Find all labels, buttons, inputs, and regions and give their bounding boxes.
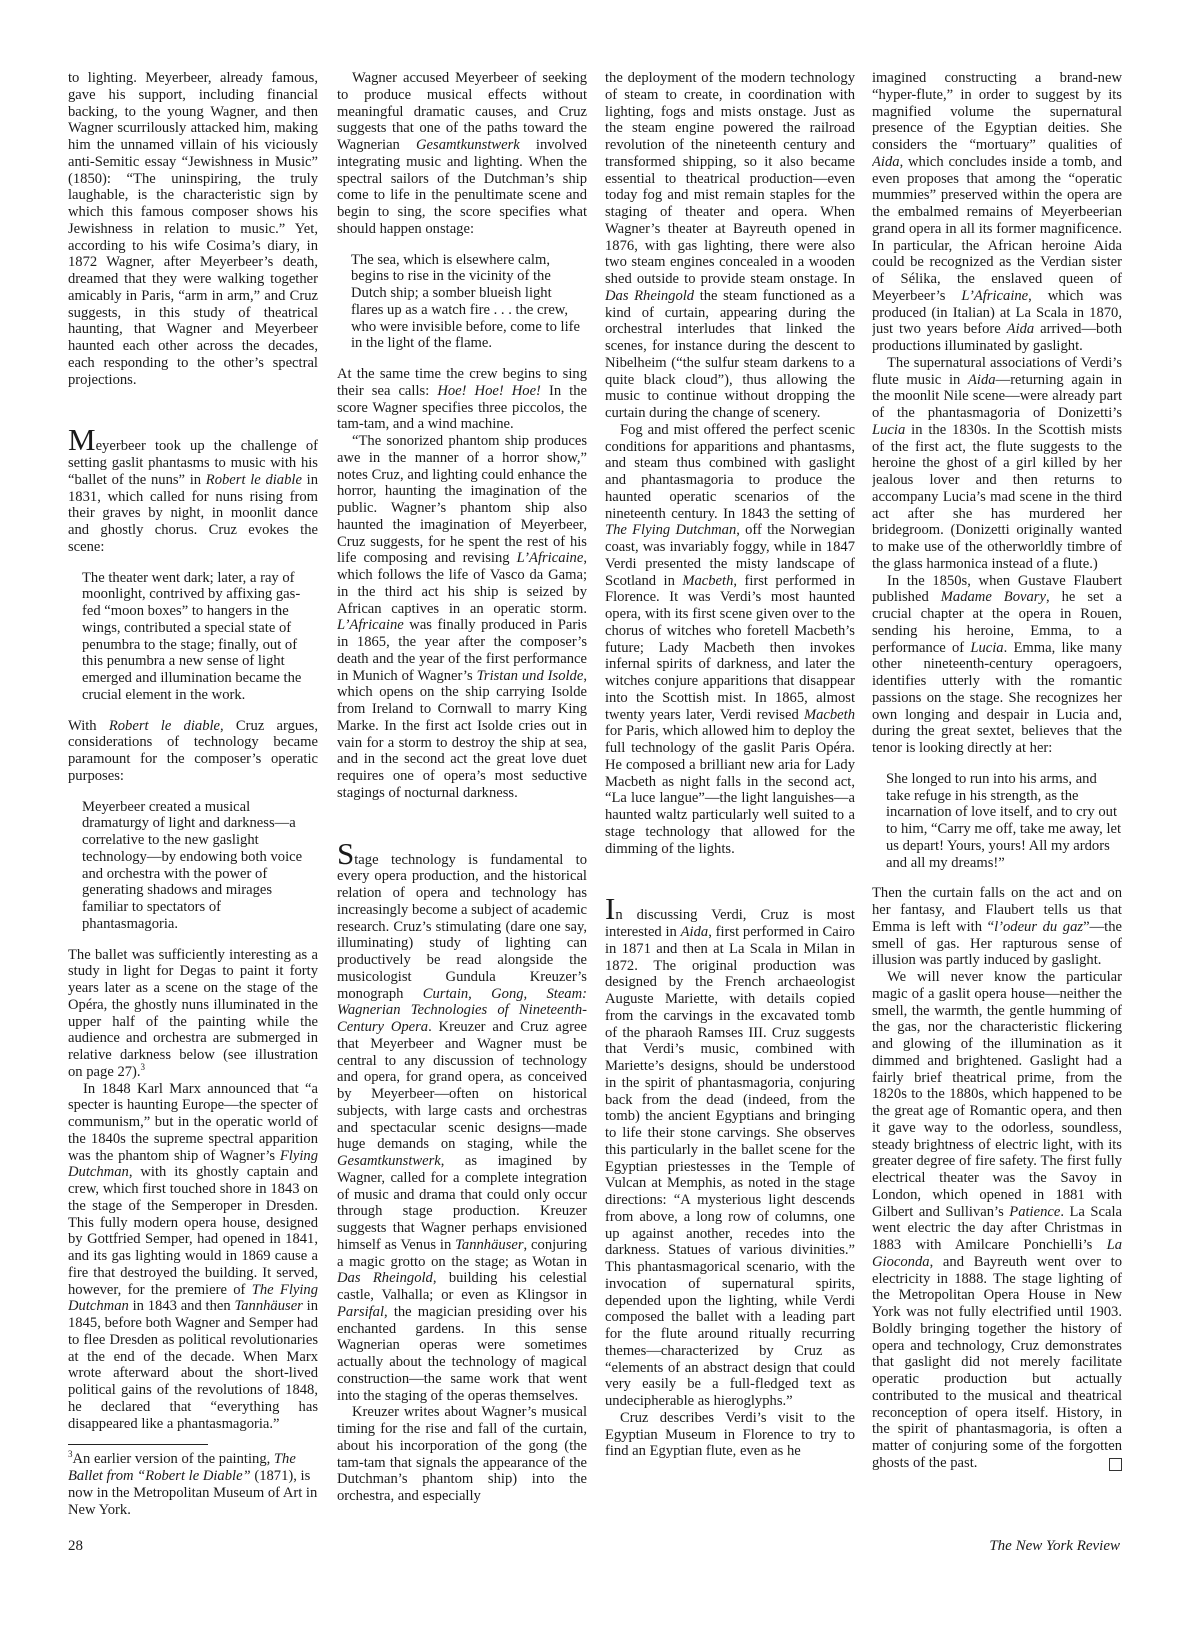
- paragraph: At the same time the crew begins to sing their sea calls: Hoe! Hoe! Hoe! In the score Wagner specifies three piccolos, the tam-tam, and a wind machine.: [337, 366, 587, 433]
- page-number: 28: [68, 1538, 83, 1554]
- footnote-divider: [68, 1444, 208, 1445]
- paragraph: The ballet was sufficiently interesting as a study in light for Degas to paint it forty years later as a scene on the stage of the Opéra, the ghostly nuns illuminated in the upper half of the painting while the audience and orchestra are submerged in relative darkness below (see illustration on page 27).$^3$: [68, 946, 318, 1080]
- column-2: [337, 70, 587, 1565]
- section-opening-paragraph: Meyerbeer took up the challenge of setting gaslit phantasms to music with his “ballet of the nuns” in Robert le diable in 1831, which called for nuns rising from their graves by night, in moonlit dance and ghostly chorus. Cruz evokes the scene:: [68, 422, 318, 555]
- drop-cap: I: [605, 891, 616, 927]
- paragraph: Fog and mist offered the perfect scenic conditions for apparitions and phantasms, and steam thus combined with gaslight and phantasmagoria to produce the haunted operatic scenarios of the nineteenth century. In 1843 the setting of The Flying Dutchman, off the Norwegian coast, was invariably foggy, while in 1847 Verdi presented the misty landscape of Scotland in Macbeth, first performed in Florence. It was Verdi’s most haunted opera, with its first scene given over to the chorus of witches who foretell Macbeth’s future; Lady Macbeth then invokes infernal spirits of darkness, and later the witches conjure apparitions that disappear into the Scottish mist. In 1865, almost twenty years later, Verdi revised Macbeth for Paris, which allowed him to deploy the full technology of the gaslit Paris Opéra. He composed a brilliant new aria for Lady Macbeth as night falls in the second act, “La luce langue”—the light languishes—a haunted waltz particularly well suited to a stage technology that allowed for the dimming of the lights.: [605, 421, 855, 857]
- column-3: [605, 70, 855, 1565]
- work-title: Robert le diable: [205, 471, 302, 488]
- column-4: [872, 70, 1122, 1565]
- block-quote: Meyerbeer created a musical dramaturgy of light and darkness—a correlative to the new gaslight technology—by endowing both voice and orchestra with the power of generating shadows and mirages familiar to spectators of phantasmagoria.: [82, 798, 303, 932]
- paragraph: We will never know the particular magic of a gaslit opera house—neither the smell, the warmth, the gentle humming of the gas, nor the characteristic flickering and glowing of the illumination as it dimmed and brightened. Gaslight had a fairly brief theatrical prime, from the 1820s to the 1880s, which happened to be the great age of Romantic opera, and then it gave way to the odorless, soundless, steady brightness of electric light, with its greater degree of fire safety. The first fully electrical theater was the Savoy in London, which opened in 1881 with Gilbert and Sullivan’s Patience. La Scala went electric the day after Christmas in 1883 with Amilcare Ponchielli’s La Gioconda, and Bayreuth went over to electricity in 1888. The stage lighting of the Metropolitan Opera House in New York was not fully electrified until 1903. Boldly bringing together the history of opera and technology, Cruz demonstrates that gaslight did not merely facilitate operatic production but actually contributed to the musical and theatrical reconception of opera itself. History, in the spirit of phantasmagoria, is often a matter of conjuring some of the forgotten ghosts of the past.: [872, 969, 1122, 1471]
- paragraph: Wagner accused Meyerbeer of seeking to produce musical effects without meaningful dramatic causes, and Cruz suggests that one of the paths toward the Wagnerian Gesamtkunstwerk involved integrating music and lighting. When the spectral sailors of the Dutchman’s ship come to life in the penultimate scene and begin to sing, the score specifies what should happen onstage:: [337, 70, 587, 237]
- paragraph: Then the curtain falls on the act and on her fantasy, and Flaubert tells us that Emma is left with “l’odeur du gaz”—the smell of gas. Her rapturous sense of illusion was partly induced by gaslight.: [872, 885, 1122, 969]
- footnote: $^3$An earlier version of the painting, The Ballet from “Robert le Diable” (1871), is now in the Metropolitan Museum of Art in New York.: [68, 1449, 318, 1518]
- block-quote: She longed to run into his arms, and take refuge in his strength, as the incarnation of love itself, and to cry out to him, “Carry me off, take me away, let us depart! Yours, yours! All my ardors and all my dreams!”: [886, 770, 1122, 871]
- drop-cap: M: [68, 422, 96, 458]
- paragraph: Kreuzer writes about Wagner’s musical timing for the rise and fall of the curtain, about his incorporation of the gong (the tam-tam that signals the appearance of the Dutchman’s phantom ship) into the orchestra, and especially: [337, 1404, 587, 1504]
- section-opening-paragraph: Stage technology is fundamental to every opera production, and the historical relation of opera and technology has increasingly become a subject of academic research. Cruz’s stimulating (dare one say, illuminating) study of lighting can productively be read alongside the musicologist Gundula Kreuzer’s monograph Curtain, Gong, Steam: Wagnerian Technologies of Nineteenth-Century Opera. Kreuzer and Cruz agree that Meyerbeer and Wagner must be central to any discussion of technology and opera, for grand opera, as conceived by Meyerbeer—often on historical subjects, with large casts and orchestras and spectacular scenic designs—made huge demands on staging, while the Gesamtkunstwerk, as imagined by Wagner, called for a complete integration of music and drama that could only occur through stage production. Kreuzer suggests that Wagner perhaps envisioned himself as Venus in Tannhäuser, conjuring a magic grotto on the stage; as Wotan in Das Rheingold, building his celestial castle, Valhalla; or even as Klingsor in Parsifal, the magician presiding over his enchanted gardens. In this sense Wagnerian operas were sometimes actually about the technology of magical construction—the same work that went into the staging of the operas themselves.: [337, 835, 587, 1404]
- paragraph: to lighting. Meyerbeer, already famous, gave his support, including financial backing, to the young Wagner, and then Wagner scurrilously attacked him, making him the unnamed villain of his viciously anti-Semitic essay “Jewishness in Music” (1850): “The uninspiring, the truly laughable, is the characteristic sign by which this famous composer shows his Jewishness in relation to music.” Yet, according to his wife Cosima’s diary, in 1872 Wagner, after Meyerbeer’s death, dreamed that they were walking together amicably in Paris, “arm in arm,” and Cruz suggests, in this study of theatrical haunting, that Wagner and Meyerbeer haunted each other across the decades, each responding to the other’s spectral projections.: [68, 70, 318, 388]
- paragraph: “The sonorized phantom ship produces awe in the manner of a horror show,” notes Cruz, and lighting could enhance the horror, haunting the imagination of the public. Wagner’s phantom ship also haunted the imagination of Meyerbeer, Cruz suggests, for he spent the rest of his life composing and revising L’Africaine, which follows the life of Vasco da Gama; in the third act his ship is seized by African captives in an operatic storm. L’Africaine was finally produced in Paris in 1865, the year after the composer’s death and the year of the first performance in Munich of Wagner’s Tristan und Isolde, which opens on the ship carrying Isolde from Ireland to Cornwall to marry King Marke. In the first act Isolde cries out in vain for a storm to destroy the ship at sea, and in the second act the great love duet requires one of opera’s most seductive stagings of nocturnal darkness.: [337, 433, 587, 801]
- drop-cap: S: [337, 835, 355, 871]
- end-of-article-icon: [1109, 1458, 1122, 1471]
- paragraph: imagined constructing a brand-new “hyper-flute,” in order to suggest by its magnified volume the supernatural presence of the Egyptian deities. She considers the “mortuary” qualities of Aida, which concludes inside a tomb, and even proposes that among the “operatic mummies” preserved within the opera are the embalmed remains of Meyerbeerian grand opera in all its former magnificence. In particular, the African heroine Aida could be recognized as the Verdian sister of Sélika, the enslaved queen of Meyerbeer’s L’Africaine, which was produced (in Italian) at La Scala in 1870, just two years before Aida arrived—both productions illuminated by gaslight.: [872, 70, 1122, 354]
- paragraph: In the 1850s, when Gustave Flaubert published Madame Bovary, he set a crucial chapter at the opera in Rouen, sending his heroine, Emma, to a performance of Lucia. Emma, like many other nineteenth-century operagoers, identifies utterly with the romantic passions on the stage. She recognizes her own longing and despair in Lucia and, during the great sextet, believes that the tenor is looking directly at her:: [872, 572, 1122, 756]
- work-title: Robert le diable: [108, 717, 221, 734]
- paragraph: The supernatural associations of Verdi’s flute music in Aida—returning again in the moonlit Nile scene—were already part of the phantasmagoria of Donizetti’s Lucia in the 1830s. In the Scottish mists of the first act, the flute suggests to the heroine the ghost of a girl killed by her jealous lover and then returns to accompany Lucia’s mad scene in the third act after she has murdered her bridegroom. (Donizetti originally wanted to make use of the otherworldly timbre of the glass harmonica instead of a flute.): [872, 354, 1122, 572]
- paragraph: With Robert le diable, Cruz argues, considerations of technology became paramount for the composer’s operatic purposes:: [68, 717, 318, 784]
- paragraph: In 1848 Karl Marx announced that “a specter is haunting Europe—the specter of communism,” but in the operatic world of the 1840s the supreme spectral apparition was the phantom ship of Wagner’s Flying Dutchman, with its ghostly captain and crew, which first touched shore in 1843 on the stage of the Semperoper in Dresden. This fully modern opera house, designed by Gottfried Semper, had opened in 1841, and its gas lighting would in 1869 cause a fire that destroyed the building. It served, however, for the premiere of The Flying Dutchman in 1843 and then Tannhäuser in 1845, before both Wagner and Semper had to flee Dresden as political revolutionaries at the end of the decade. When Marx wrote afterward about the short-lived political gains of the revolutions of 1848, he declared that “everything has disappeared like a phantasmagoria.”: [68, 1080, 318, 1432]
- column-1: [68, 70, 318, 1565]
- block-quote: The theater went dark; later, a ray of moonlight, contrived by affixing gas-fed “moon boxes” to hangers in the wings, contributed a special state of penumbra to the stage; finally, out of this penumbra a new sense of light emerged and illumination became the crucial element in the work.: [82, 569, 302, 703]
- section-opening-paragraph: In discussing Verdi, Cruz is most interested in Aida, first performed in Cairo in 1871 and then at La Scala in Milan in 1872. The original production was designed by the French archaeologist Auguste Mariette, with details copied from the carvings in the excavated tomb of the pharaoh Ramses III. Cruz suggests that Verdi’s music, combined with Mariette’s designs, should be understood in the spirit of phantasmagoria, conjuring back from the dead (indeed, from the tomb) the ancient Egyptians and bringing to life their stone carvings. She observes this particularly in the ballet scene for the Egyptian priestesses in the Temple of Vulcan at Memphis, as noted in the stage directions: “A mysterious light descends from above, a long row of columns, one up against another, recedes into the darkness. Statues of various divinities.” This phantasmagorical scenario, with the invocation of supernatural spirits, depended upon the lighting, while Verdi composed the ballet with a leading part for the flute around ritually recurring themes—characterized by Cruz as “elements of an abstract design that could very easily be a full-fledged text as undecipherable as hieroglyphs.”: [605, 891, 855, 1409]
- paragraph: Cruz describes Verdi’s visit to the Egyptian Museum in Florence to try to find an Egyptian flute, even as he: [605, 1409, 855, 1460]
- block-quote: The sea, which is elsewhere calm, begins to rise in the vicinity of the Dutch ship; a somber blueish light flares up as a watch fire . . . the crew, who were invisible before, come to life in the light of the flame.: [351, 251, 580, 352]
- paragraph: the deployment of the modern technology of steam to create, in coordination with lighting, fogs and mists onstage. Just as the steam engine powered the railroad revolution of the nineteenth century and transformed shipping, so it also became essential to theatrical production—even today fog and mist remain staples for the staging of theater and opera. When Wagner’s theater at Bayreuth opened in 1876, with gas lighting, there were also two steam engines concealed in a wooden shed outside to provide steam onstage. In Das Rheingold the steam functioned as a kind of curtain, appearing during the orchestral interludes that linked the scenes, for instance during the descent to Nibelheim (“the sulfur steam darkens to a quite black cloud”), thus allowing the music to continue without dropping the curtain during the change of scenery.: [605, 70, 855, 421]
- running-head: The New York Review: [989, 1538, 1120, 1554]
- footnote-ref[interactable]: 3: [140, 1061, 146, 1072]
